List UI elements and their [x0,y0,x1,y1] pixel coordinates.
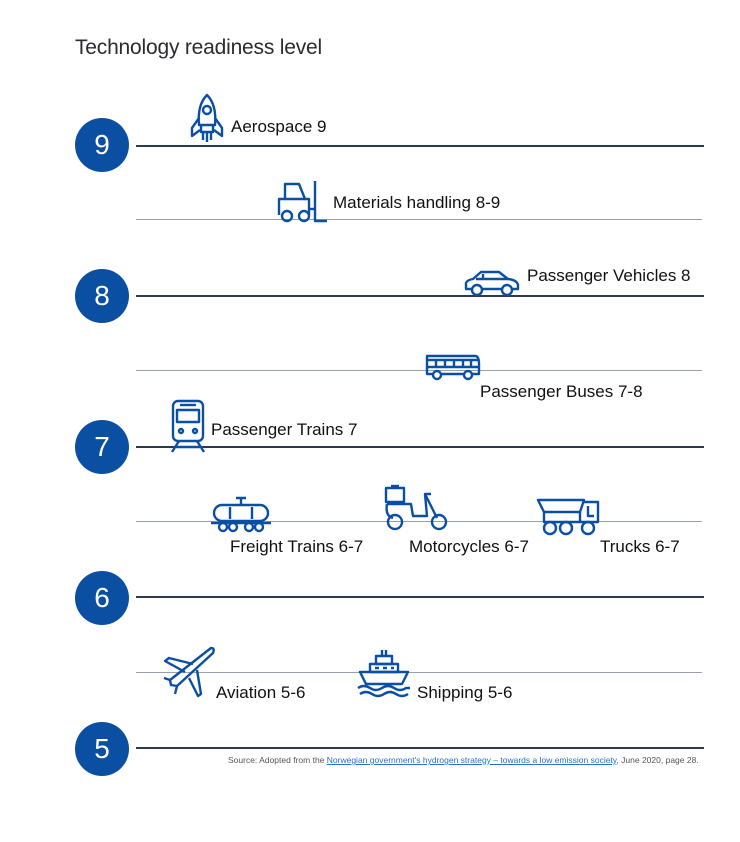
tank-wagon-icon [210,495,272,533]
level-badge-6: 6 [75,571,129,625]
passenger-buses-label: Passenger Buses 7-8 [480,382,643,401]
train-icon [168,398,208,454]
level-badge-8: 8 [75,269,129,323]
source-suffix: , June 2020, page 28. [616,755,699,765]
scooter-icon [383,484,451,534]
source-link[interactable]: Norwegian government's hydrogen strategy – towards a low emission society [326,755,617,765]
dump-truck-icon [536,496,602,538]
car-icon [463,268,521,298]
rocket-icon [188,92,226,146]
aviation-label: Aviation 5-6 [216,683,306,702]
shipping-label: Shipping 5-6 [417,683,513,702]
source-prefix: Source: Adopted from the [228,755,327,765]
level-line-6 [136,596,704,598]
half-level-line-7-8 [136,370,702,371]
airplane-icon [163,644,217,698]
level-line-7 [136,446,704,448]
level-line-5 [136,747,704,749]
aerospace-label: Aerospace 9 [231,117,327,136]
level-badge-5: 5 [75,722,129,776]
level-badge-7: 7 [75,420,129,474]
ship-icon [356,648,412,698]
trucks-label: Trucks 6-7 [600,537,680,556]
level-line-8 [136,295,704,297]
materials-handling-label: Materials handling 8-9 [333,193,501,212]
motorcycles-label: Motorcycles 6-7 [409,537,529,556]
forklift-icon [275,179,329,225]
passenger-trains-label: Passenger Trains 7 [211,420,358,439]
bus-icon [424,352,482,382]
freight-trains-label: Freight Trains 6-7 [230,537,364,556]
source-note [228,755,699,765]
passenger-vehicles-label: Passenger Vehicles 8 [527,266,691,285]
half-level-line-8-9 [136,219,702,220]
half-level-line-5-6 [136,672,702,673]
chart-title: Technology readiness level [75,36,322,59]
level-badge-9: 9 [75,118,129,172]
